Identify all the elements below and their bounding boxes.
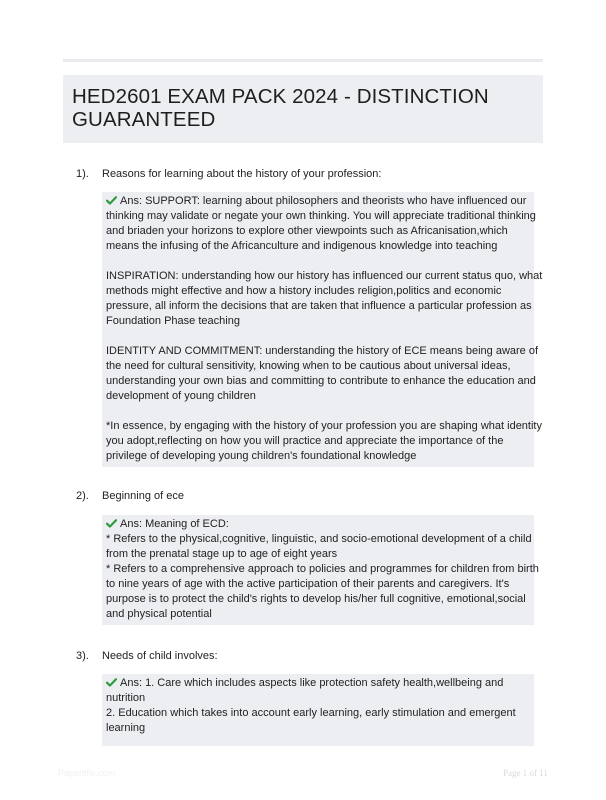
answer-paragraph — [106, 269, 543, 329]
footer-site-watermark: Papertifix.com — [58, 768, 116, 778]
question-number: 3). — [76, 650, 89, 662]
footer-page-number: Page 1 of 11 — [503, 768, 548, 778]
page-title — [72, 85, 535, 131]
answer-box-3 — [102, 674, 534, 746]
answer-line: the need for cultural sensitivity, knowing when to be cautious about universal ideas, — [106, 360, 511, 372]
answer-paragraph — [106, 517, 539, 622]
question-text: Reasons for learning about the history of your profession: — [102, 168, 382, 180]
answer-line: thinking may validate or negate your own thinking. You will appreciate traditional thinking — [106, 210, 536, 222]
answer-line: Ans: SUPPORT: learning about philosophers and theorists who have influenced our — [120, 195, 527, 207]
check-icon — [106, 519, 117, 528]
answer-line: INSPIRATION: understanding how our history has influenced our current status quo, what — [106, 270, 543, 282]
answer-line: and physical potential — [106, 608, 212, 620]
answer-line: understanding your own bias and committing to contribute to enhance the education and — [106, 375, 536, 387]
answer-line: pressure, all inform the decisions that are taken that influence a particular profession as — [106, 300, 532, 312]
answer-line: you adopt,reflecting on how you will practice and appreciate the importance of the — [106, 435, 504, 447]
answer-line: *In essence, by engaging with the history of your profession you are shaping what identity — [106, 420, 542, 432]
answer-line: learning — [106, 722, 146, 734]
answer-paragraph — [106, 194, 536, 254]
answer-line: from the prenatal stage up to age of eight years — [106, 548, 338, 560]
answer-line: development of young children — [106, 390, 256, 402]
answer-line: methods might effective and how a history includes religion,politics and economic — [106, 285, 502, 297]
answer-line: Ans: 1. Care which includes aspects like protection safety health,wellbeing and — [120, 677, 504, 689]
answer-line: 2. Education which takes into account early learning, early stimulation and emergent — [106, 707, 516, 719]
page-title-line-2: GUARANTEED — [72, 108, 216, 131]
question-number: 1). — [76, 168, 89, 180]
answer-line: Ans: Meaning of ECD: — [120, 518, 229, 530]
answer-paragraph — [106, 676, 530, 736]
check-icon — [106, 678, 117, 687]
answer-line: Foundation Phase teaching — [106, 315, 240, 327]
answer-box-1 — [102, 192, 543, 467]
answer-line: privilege of developing young children's foundational knowledge — [106, 450, 417, 462]
answer-line: purpose is to protect the child's rights to develop his/her full cognitive, emotional,social — [106, 593, 526, 605]
answer-paragraph — [106, 419, 542, 464]
check-icon — [106, 196, 117, 205]
answer-line: and briaden your horizons to explore other viewpoints such as Africanisation,which — [106, 225, 508, 237]
answer-box-2 — [102, 515, 539, 625]
question-number: 2). — [76, 490, 89, 502]
page-title-line-1: HED2601 EXAM PACK 2024 - DISTINCTION — [72, 85, 489, 108]
answer-line: nutrition — [106, 692, 146, 704]
title-banner — [63, 75, 543, 143]
question-text: Beginning of ece — [102, 490, 184, 502]
answer-line: to nine years of age with the active participation of their parents and caregivers. It's — [106, 578, 510, 590]
answer-paragraph — [106, 344, 539, 404]
answer-line: * Refers to a comprehensive approach to policies and programmes for children from birth — [106, 563, 539, 575]
answer-line: IDENTITY AND COMMITMENT: understanding the history of ECE means being aware of — [106, 345, 539, 357]
question-text: Needs of child involves: — [102, 650, 218, 662]
top-divider — [63, 59, 543, 62]
answer-line: * Refers to the physical,cognitive, linguistic, and socio-emotional development of a child — [106, 533, 532, 545]
answer-line: means the infusing of the Africanculture and indigenous knowledge into teaching — [106, 240, 498, 252]
